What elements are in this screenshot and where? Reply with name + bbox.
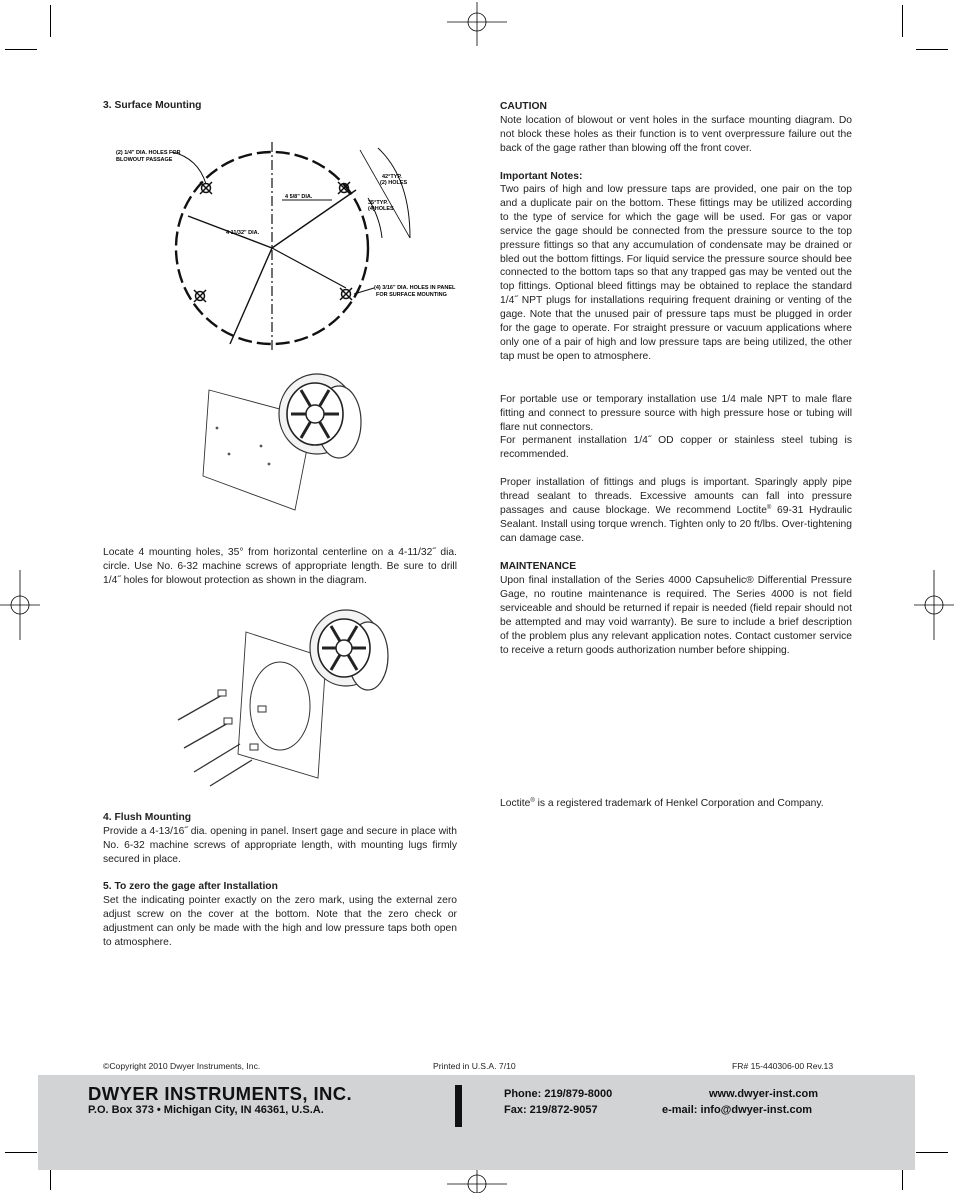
typ-42-label: 42°TYP.: [382, 174, 402, 180]
important-notes-heading: Important Notes:: [500, 171, 583, 182]
caution-heading: CAUTION: [500, 101, 547, 112]
footer-divider: [455, 1085, 462, 1127]
blowout-holes-label: (2) 1/4" DIA. HOLES FOR: [116, 150, 181, 156]
proper-install-text: [500, 476, 852, 546]
email-link[interactable]: e-mail: info@dwyer-inst.com: [662, 1104, 813, 1116]
caution-text: Note location of blowout or vent holes in the surface mounting diagram. Do not block these holes as their function is to vent overpressure failure out the back of the gage rather than blowing off the front cover.: [500, 115, 852, 154]
surface-mounting-heading: 3. Surface Mounting: [103, 100, 202, 111]
registration-mark-right: [914, 570, 954, 640]
surface-mounting-diagram: [110, 138, 460, 353]
registration-mark-left: [0, 570, 40, 640]
loctite-trademark-text: Loctite® is a registered trademark of Henkel Corporation and Company.: [500, 798, 824, 809]
blowout-passage-label: BLOWOUT PASSAGE: [116, 157, 173, 163]
panel-holes-label: (4) 3/16" DIA. HOLES IN PANEL: [374, 285, 456, 291]
registration-mark-top: [447, 2, 507, 46]
holes-2-label: (2) HOLES: [380, 180, 408, 186]
registered-mark: ®: [766, 504, 772, 511]
flush-mounting-heading: 4. Flush Mounting: [103, 812, 192, 823]
proper-install-part1: Proper installation of fittings and plugs is important. Sparingly apply pipe thread sealant to threads. Excessive amounts can fall into pressure passages and cause blockage. We recommend Loctite: [500, 477, 852, 516]
website-link[interactable]: www.dwyer-inst.com: [709, 1088, 819, 1100]
flush-mount-illustration: [168, 602, 408, 787]
form-number: FR# 15-440306-00 Rev.13: [732, 1061, 834, 1071]
surface-mount-illustration: [195, 368, 370, 518]
zero-gage-text: Set the indicating pointer exactly on the zero mark, using the external zero adjust screw on the cover at the bottom. Note that the zero check or adjustment can only be made with the high and low pressure taps both open to atmosphere.: [103, 895, 457, 948]
permanent-install-text: For permanent installation 1/4˝ OD copper or stainless steel tubing is recommended.: [500, 435, 852, 460]
company-address: P.O. Box 373 • Michigan City, IN 46361, U.S.A.: [88, 1104, 324, 1116]
maintenance-heading: MAINTENANCE: [500, 561, 577, 572]
zero-gage-heading: 5. To zero the gage after Installation: [103, 881, 278, 892]
typ-35-label: 35°TYP.: [368, 200, 388, 206]
portable-use-text: For portable use or temporary installation use 1/4 male NPT to male flare fitting and connect to pressure source with high pressure hose or tubing will flare nut connectors.: [500, 394, 852, 433]
proper-install-part2: 69-31 Hydraulic Sealant. Install using torque wrench. Tighten only to 20 ft/lbs. Over-tightening can damage case.: [500, 504, 852, 544]
printed-text: Printed in U.S.A. 7/10: [433, 1061, 516, 1071]
surface-mounting-label: FOR SURFACE MOUNTING: [376, 292, 447, 298]
copyright-text: ©Copyright 2010 Dwyer Instruments, Inc.: [103, 1061, 261, 1071]
flush-mounting-text: Provide a 4-13/16˝ dia. opening in panel. Insert gage and secure in place with No. 6-32 machine screws of appropriate length, with mounting lugs firmly secured in place.: [103, 826, 457, 865]
maintenance-text: Upon final installation of the Series 4000 Capsuhelic® Differential Pressure Gage, no routine maintenance is required. The Series 4000 is not field serviceable and should be returned if repair is needed (field repair should not be attempted and may void warranty). Be sure to include a brief description of the problem plus any relevant application notes. Contact customer service to receive a return goods authorization number before shipping.: [500, 575, 852, 656]
important-notes-text: Two pairs of high and low pressure taps are provided, one pair on the top and a duplicate pair on the bottom. These fittings may be utilized according to the type of service for which the gage will be used. For gas or vapor service the gage should be connected from the pressure source to the top pressure fittings so that any accumulation of condensate may be drained or bled out the bottom fittings. For liquid service the pressure source should bee connected to the bottom taps so that any trapped gas may be vented out the top fittings. Optional bleed fittings may be obtained to replace the standard 1/4˝ NPT plugs for installations requiring frequent draining or venting of the gage. Note that the unused pair of pressure taps must be plugged in order for the gage to operate. For straight pressure or vacuum applications where only one of a pair of high and low pressure taps are being utilized, the other tap must be open to atmosphere.: [500, 184, 852, 362]
locate-holes-text: Locate 4 mounting holes, 35° from horizontal centerline on a 4-11/32˝ dia. circle. Use No. 6-32 machine screws of appropriate length. Be sure to drill 1/4˝ holes for blowout protection as shown in the diagram.: [103, 547, 457, 586]
company-name: DWYER INSTRUMENTS, INC.: [88, 1083, 353, 1104]
holes-4-label: (4)HOLES: [368, 206, 394, 212]
phone-number: Phone: 219/879-8000: [504, 1088, 613, 1100]
dia-small-label: 4 5/8" DIA.: [285, 194, 313, 200]
dia-large-label: 4 11/32" DIA.: [226, 230, 260, 236]
fax-number: Fax: 219/872-9057: [504, 1104, 598, 1116]
